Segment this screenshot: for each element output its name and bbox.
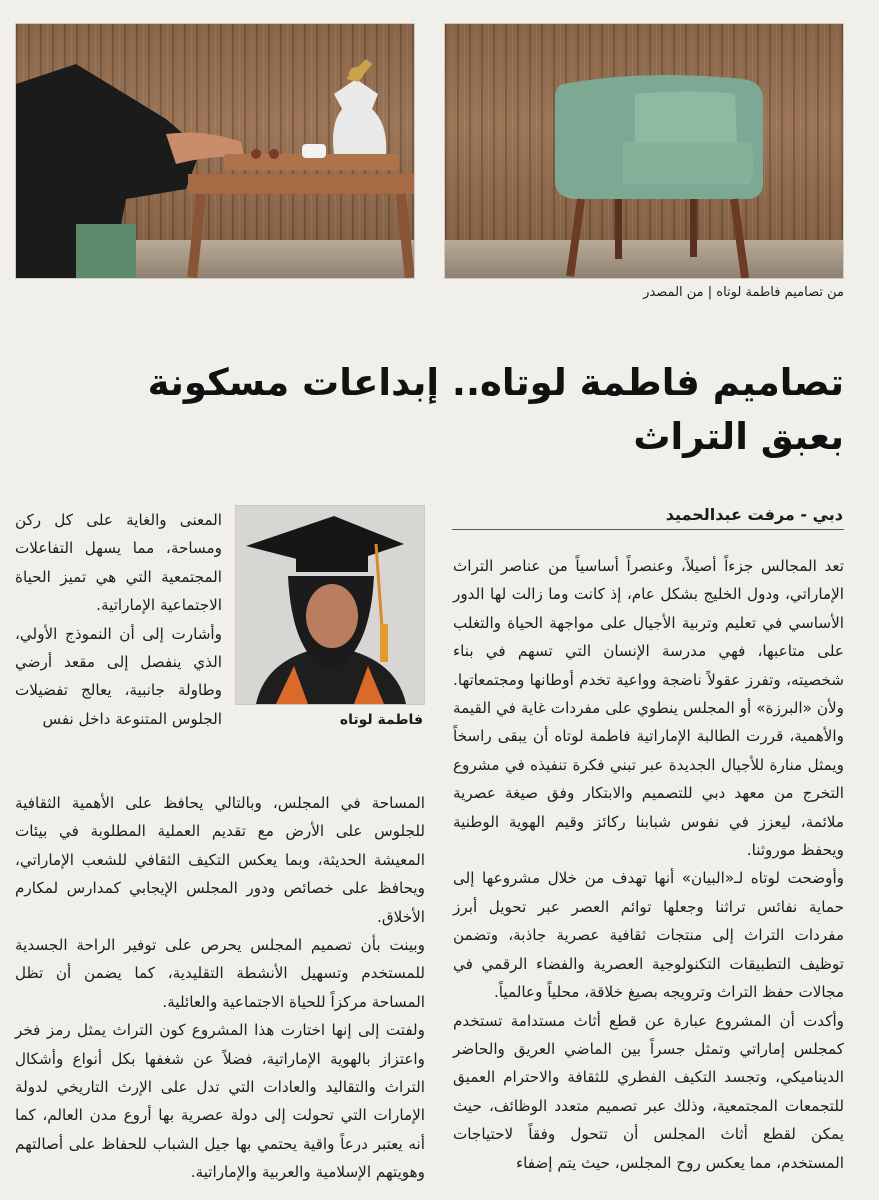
photo-green-armchair bbox=[444, 23, 844, 279]
byline: دبي - مرفت عبدالحميد bbox=[665, 505, 843, 524]
headline-line-1: تصاميم فاطمة لوتاه.. إبداعات مسكونة bbox=[147, 361, 844, 404]
photo-table-coffee-pot bbox=[15, 23, 415, 279]
paragraph: وبينت بأن تصميم المجلس يحرص على توفير الراحة الجسدية للمستخدم وتسهيل الأنشطة التقليدية، كما يضمن أن تظل المساحة مركزاً للحياة الاجتماعية والعائلية. bbox=[15, 936, 425, 1011]
photo-caption: من تصاميم فاطمة لوتاه | من المصدر bbox=[643, 285, 844, 300]
paragraph: وأشارت إلى أن النموذج الأولي، الذي ينفصل إلى مقعد أرضي وطاولة جانبية، يعالج تفضيلات الجلوس المتنوعة داخل نفس bbox=[15, 624, 222, 728]
paragraph: وأوضحت لوتاه لـ«البيان» أنها تهدف من خلال مشروعها إلى حماية نفائس تراثنا وجعلها توائم العصر عبر تحويل أبرز مفردات التراث إلى منتجات ثقافية عصرية جاذبة، وتضمن توظيف التطبيقات التكنولوجية العصرية والفضاء الرقمي في مجالات حفظ التراث وترويجه بصيغ خلاقة، محلياً وعالمياً. bbox=[453, 869, 844, 1002]
paragraph: وأكدت أن المشروع عبارة عن قطع أثاث مستدامة تستخدم كمجلس إماراتي وتمثل جسراً بين الماضي العريق والحاضر الديناميكي، وتجسد التكيف الفطري للثقافة والاحترام العميق للتجمعات المجتمعية، وذلك عبر تصميم متعدد الوظائف، حيث يمكن لقطع أثاث المجلس أن تتحول وفقاً لاحتياجات المستخدم، مما يعكس روح المجلس، حيث يتم إضفاء bbox=[453, 1011, 844, 1172]
paragraph: ولفتت إلى إنها اختارت هذا المشروع كون التراث يمثل رمز فخر واعتزاز بالهوية الإماراتية، فضلاً عن شغفها بكل أنواع وأشكال التراث والتقاليد والعادات التي تدل على الإرث التاريخي لدولة الإمارات التي تحولت إلى دولة عصرية بها أروع مدن العالم، كما أنه يعتبر درعاً واقية يحتمي بها جيل الشباب للحفاظ على أصالتهم وهويتهم الإسلامية والعربية والإماراتية. bbox=[15, 1021, 425, 1182]
portrait-photo bbox=[235, 505, 425, 705]
article-column-left-top bbox=[15, 506, 222, 733]
portrait-caption: فاطمة لوتاه bbox=[339, 712, 423, 728]
headline bbox=[24, 356, 844, 464]
article-column-left-bottom bbox=[15, 789, 425, 1187]
coffee-table-illustration bbox=[16, 24, 414, 278]
paragraph: تعد المجالس جزءاً أصيلاً، وعنصراً أساسياً من عناصر التراث الإماراتي، ودول الخليج بشكل عام، إذ كانت وما زالت لها الدور الأساسي في تعليم وتربية الأجيال على مواجهة الحياة والتغلب على متاعبها، فهي مدرسة الإنسان التي تسهم في بناء شخصيته، وتفرز عقولاً ناضجة وواعية تخدم أوطانها ومجتمعاتها. ولأن «البرزة» أو المجلس ينطوي على مفردات غاية في القيمة والأهمية، قررت الطالبة الإماراتية فاطمة لوتاه أن يبقى راسخاً ويمثل منارة للأجيال الجديدة عبر تبني فكرة تنفيذه في مشروع التخرج من معهد دبي للتصميم والابتكار وفق صيغة عصرية ملائمة، ليعزز في نفوس شبابنا ركائز وقيم الهوية الوطنية ويحفظ موروثنا. bbox=[453, 557, 844, 860]
byline-rule bbox=[452, 529, 844, 530]
graduate-portrait-illustration bbox=[236, 506, 424, 704]
headline-line-2: بعبق التراث bbox=[633, 415, 844, 458]
paragraph: المعنى والغاية على كل ركن ومساحة، مما يسهل التفاعلات المجتمعية التي هي تميز الحياة الاجتماعية الإماراتية. bbox=[15, 511, 222, 615]
article-column-right bbox=[453, 552, 844, 1177]
armchair-illustration bbox=[445, 24, 843, 278]
paragraph: المساحة في المجلس، وبالتالي يحافظ على الأهمية الثقافية للجلوس على الأرض مع تقديم العملية المطلوبة في بيئات المعيشة الحديثة، وبما يعكس التكيف الثقافي للشعب الإماراتي، ويحافظ على خصائص ودور المجلس الإيجابي كمدارس لمكارم الأخلاق. bbox=[15, 794, 425, 926]
